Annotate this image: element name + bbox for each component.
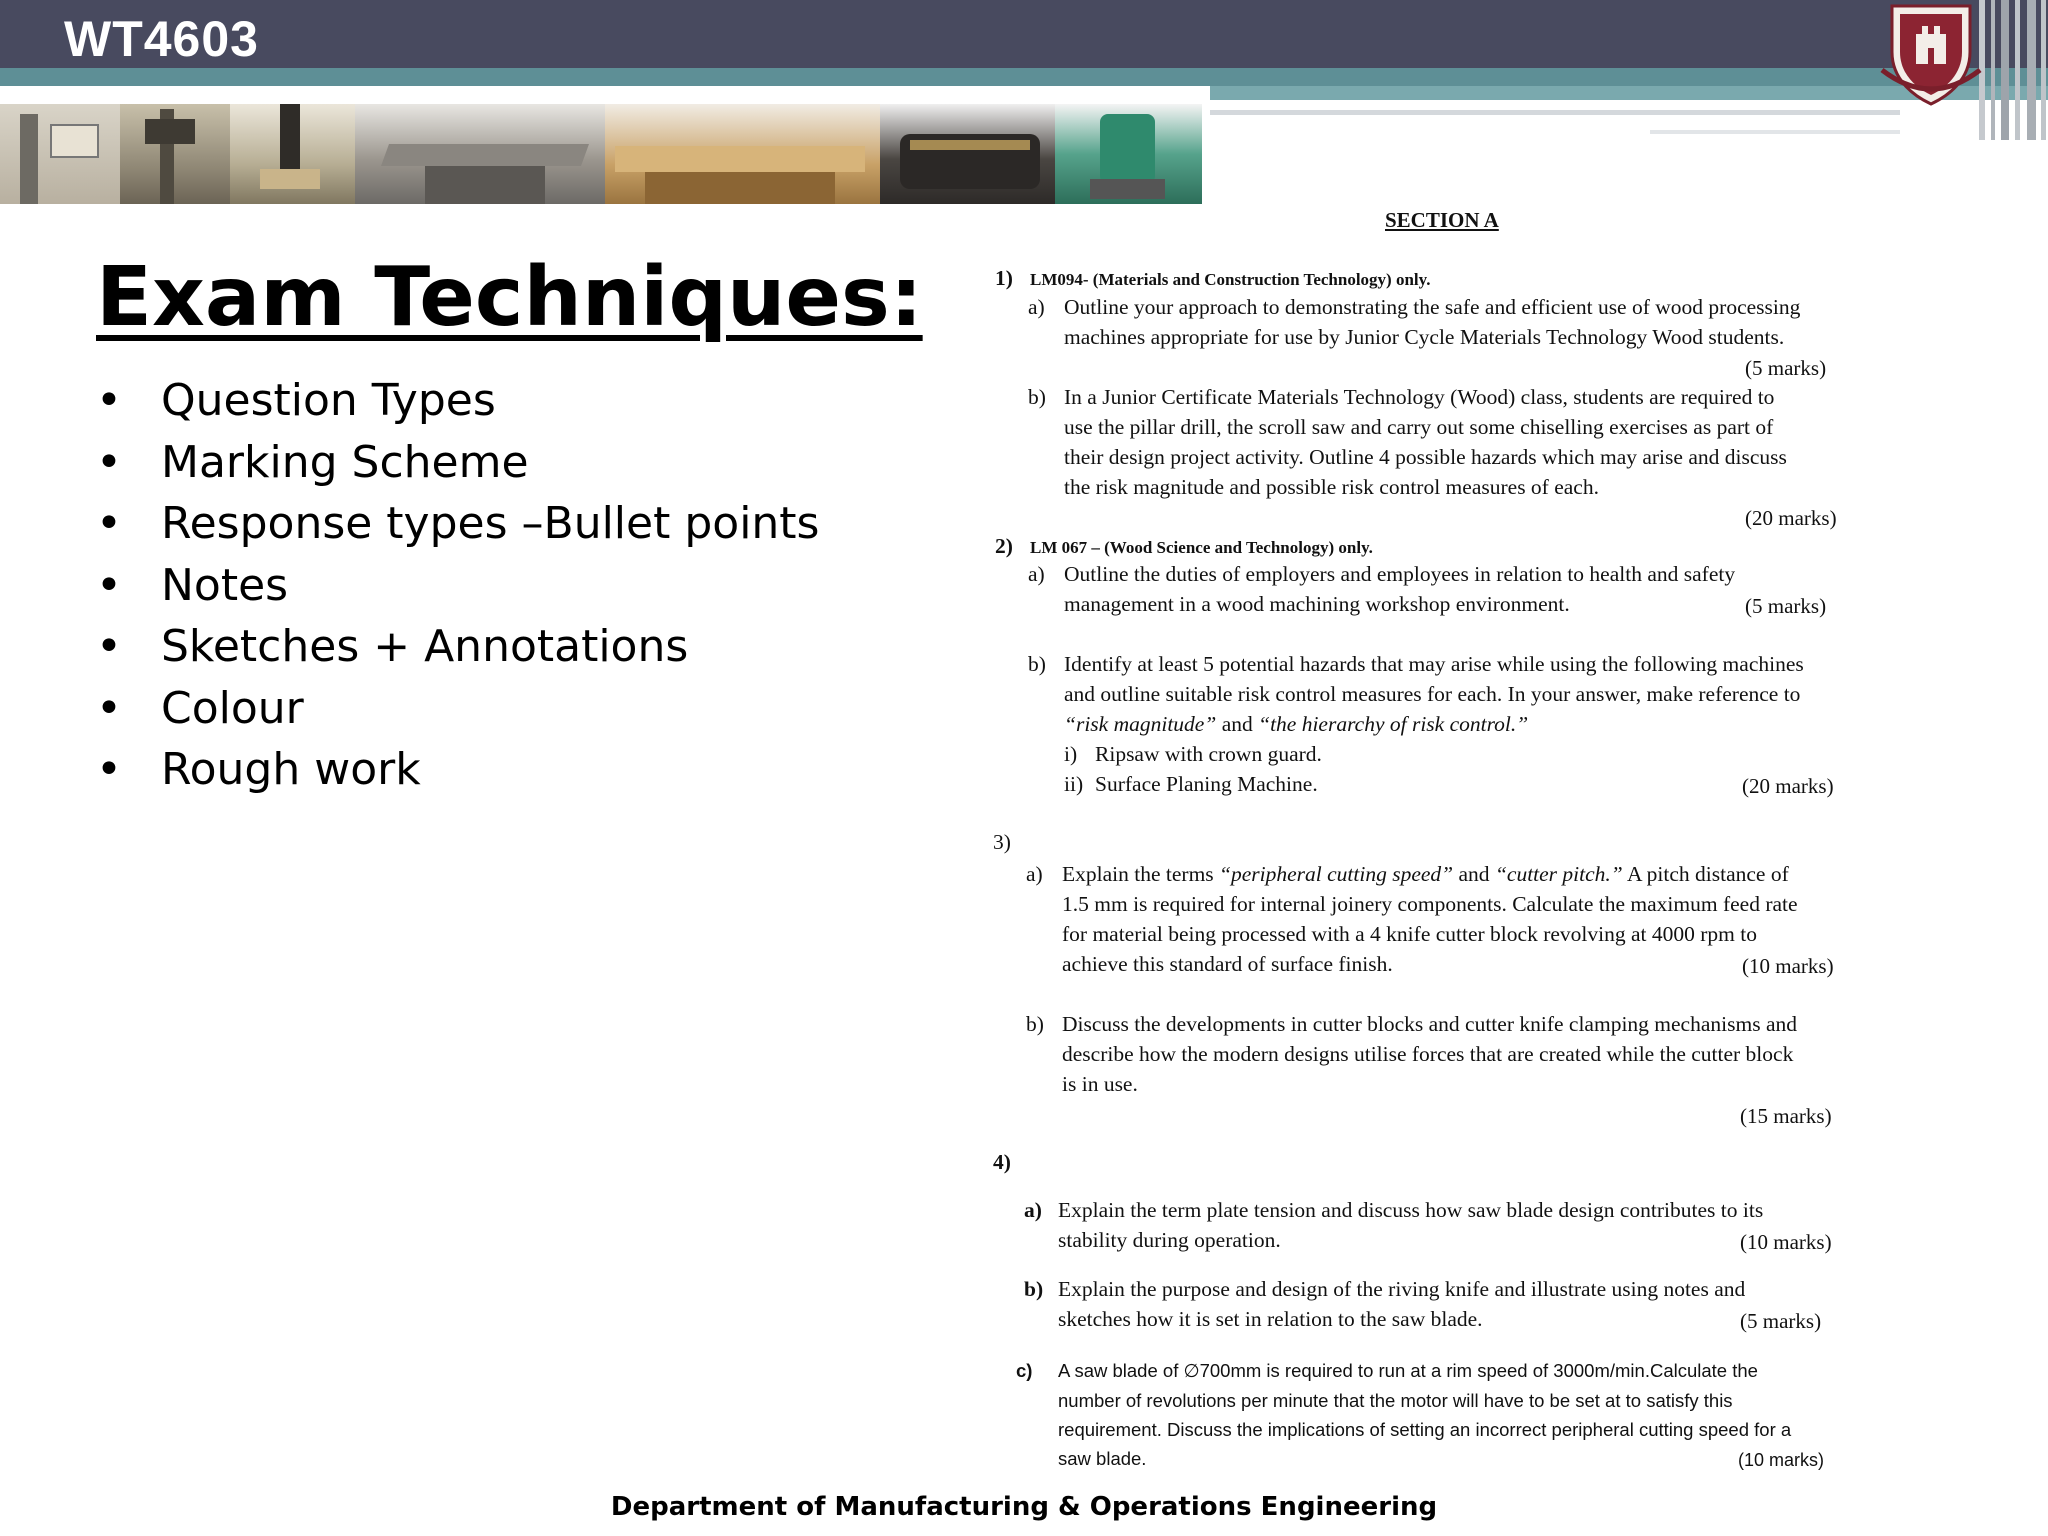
title-bar [0, 0, 2048, 68]
question-text: Outline the duties of employers and employees in relation to health and safety [1064, 562, 1736, 586]
bullet-text: Notes [161, 559, 289, 611]
bullet-text: Marking Scheme [161, 436, 529, 488]
slide-title: Exam Techniques: [96, 250, 923, 345]
quoted-term: “risk magnitude” [1064, 712, 1217, 736]
part-label: a) [1024, 1198, 1042, 1222]
question-text: use the pillar drill, the scroll saw and carry out some chiselling exercises as part of [1064, 415, 1774, 439]
university-crest-logo [1878, 0, 1984, 110]
quoted-term: “peripheral cutting speed” [1219, 862, 1454, 886]
bullet-item [96, 370, 819, 432]
marks-label: (10 marks) [1740, 1230, 1832, 1254]
course-code: WT4603 [64, 11, 259, 67]
marks-label: (20 marks) [1745, 506, 1837, 530]
question-text: their design project activity. Outline 4 possible hazards which may arise and discuss [1064, 445, 1787, 469]
part-label: a) [1028, 562, 1045, 586]
sub-part-text: Surface Planing Machine. [1095, 772, 1318, 796]
question-title: LM094- (Materials and Construction Technology) only. [1030, 270, 1431, 289]
quoted-term: “cutter pitch.” [1494, 862, 1623, 886]
question-text: sketches how it is set in relation to the saw blade. [1058, 1307, 1483, 1331]
bullet-dot: • [96, 375, 122, 426]
marks-label: (15 marks) [1740, 1104, 1832, 1128]
router-photo [1055, 104, 1202, 204]
question-text: A saw blade of ∅700mm is required to run at a rim speed of 3000m/min.Calculate the [1058, 1360, 1758, 1381]
marks-label: (5 marks) [1745, 594, 1827, 618]
part-label: b) [1028, 385, 1046, 409]
pillar-drill-photo [120, 104, 230, 204]
quoted-term: “the hierarchy of risk control.” [1258, 712, 1529, 736]
bullet-item [96, 493, 819, 555]
question-text-quotes [1064, 712, 1528, 737]
machinery-photo-strip [0, 104, 1202, 204]
question-text: requirement. Discuss the implications of setting an incorrect peripheral cutting speed for a [1058, 1419, 1792, 1440]
question-text: Explain the term plate tension and discuss how saw blade design contributes to its [1058, 1198, 1764, 1222]
question-text: In a Junior Certificate Materials Technology (Wood) class, students are required to [1064, 385, 1775, 409]
question-title: LM 067 – (Wood Science and Technology) only. [1030, 538, 1373, 557]
bullet-item [96, 739, 819, 801]
header-divider-line-short [1650, 130, 1900, 134]
question-text [1062, 862, 1789, 887]
header-notch [0, 86, 1210, 104]
question-text: is in use. [1062, 1072, 1138, 1096]
bullet-item [96, 432, 819, 494]
question-text: saw blade. [1058, 1448, 1147, 1469]
bullet-text: Rough work [161, 744, 421, 795]
section-heading: SECTION A [1385, 208, 1499, 232]
bullet-text: Sketches + Annotations [161, 621, 689, 672]
question-text: describe how the modern designs utilise forces that are created while the cutter block [1062, 1042, 1794, 1066]
question-text: Identify at least 5 potential hazards that may arise while using the following machines [1064, 652, 1804, 676]
part-label: b) [1028, 652, 1046, 676]
bandsaw-photo [0, 104, 120, 204]
question-text: 1.5 mm is required for internal joinery components. Calculate the maximum feed rate [1062, 892, 1798, 916]
marks-label: (10 marks) [1738, 1450, 1825, 1470]
conjunction: and [1216, 712, 1259, 736]
question-text: Discuss the developments in cutter blocks and cutter knife clamping mechanisms and [1062, 1012, 1797, 1036]
bullet-item [96, 678, 819, 740]
bullet-dot: • [96, 436, 122, 488]
part-label: a) [1028, 295, 1045, 319]
question-text: the risk magnitude and possible risk control measures of each. [1064, 475, 1599, 499]
conjunction: and [1453, 862, 1495, 886]
bullet-dot: • [96, 498, 122, 549]
question-number: 1) [995, 266, 1013, 290]
bullet-text: Response types –Bullet points [161, 498, 820, 549]
question-text: machines appropriate for use by Junior Cycle Materials Technology Wood students. [1064, 325, 1785, 349]
question-text: Outline your approach to demonstrating the safe and efficient use of wood processing [1064, 295, 1801, 319]
bullet-text: Colour [161, 682, 304, 734]
planer-photo [355, 104, 605, 204]
marks-label: (5 marks) [1740, 1309, 1822, 1333]
marks-label: (5 marks) [1745, 356, 1827, 380]
department-footer: Department of Manufacturing & Operations Engineering [610, 1492, 1438, 1522]
part-label: c) [1016, 1360, 1033, 1381]
text-run: A pitch distance of [1622, 862, 1789, 886]
mortiser-photo [230, 104, 355, 204]
bullet-dot: • [96, 682, 122, 734]
bullet-text: Question Types [161, 375, 496, 426]
part-label: b) [1026, 1012, 1044, 1036]
question-text: Explain the purpose and design of the riving knife and illustrate using notes and [1058, 1277, 1746, 1301]
part-label: a) [1026, 862, 1043, 886]
bullet-list [96, 370, 819, 801]
bullet-item [96, 555, 819, 617]
header-accent-band [0, 68, 2048, 86]
bullet-dot: • [96, 744, 122, 795]
sub-part-label: ii) [1064, 772, 1084, 796]
question-number: 4) [993, 1150, 1011, 1174]
table-saw-photo [605, 104, 880, 204]
question-number: 3) [993, 830, 1011, 854]
exam-paper-image [990, 200, 1860, 1490]
scroll-saw-photo [880, 104, 1055, 204]
marks-label: (20 marks) [1742, 774, 1834, 798]
sub-part-label: i) [1064, 742, 1078, 766]
question-text: and outline suitable risk control measures for each. In your answer, make reference to [1064, 682, 1801, 706]
sub-part-text: Ripsaw with crown guard. [1095, 742, 1322, 766]
question-text: stability during operation. [1058, 1228, 1281, 1252]
decorative-stripes [1975, 0, 2048, 140]
text-run: Explain the terms [1062, 862, 1220, 886]
bullet-item [96, 616, 819, 678]
part-label: b) [1024, 1277, 1044, 1301]
bullet-dot: • [96, 559, 122, 611]
marks-label: (10 marks) [1742, 954, 1834, 978]
question-text: management in a wood machining workshop environment. [1064, 592, 1570, 616]
bullet-dot: • [96, 621, 122, 672]
question-number: 2) [995, 534, 1013, 558]
question-text: achieve this standard of surface finish. [1062, 952, 1393, 976]
header-divider-line [1210, 110, 1900, 115]
question-text: number of revolutions per minute that the motor will have to be set at to satisfy this [1058, 1390, 1733, 1411]
question-text: for material being processed with a 4 knife cutter block revolving at 4000 rpm to [1062, 922, 1757, 946]
